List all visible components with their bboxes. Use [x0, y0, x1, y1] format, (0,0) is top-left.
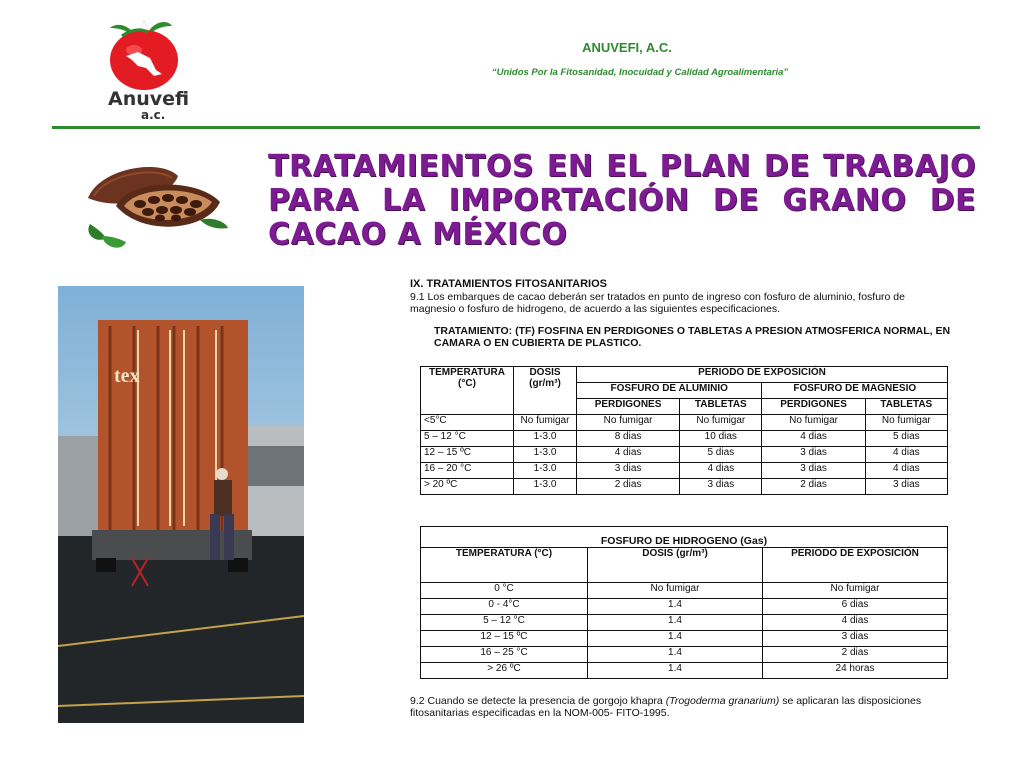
hydrogen-phosphide-table	[420, 526, 948, 679]
paragraph-9-1: 9.1 Los embarques de cacao deberán ser tratados en punto de ingreso con fosfuro de aluminio, fosfuro de magnesio o fosfuro de hidrogeno, de acuerdo a las siguientes especificaciones.	[410, 291, 905, 315]
table-cell: No fumigar	[577, 415, 680, 431]
table-cell: No fumigar	[514, 415, 577, 431]
table-row	[421, 615, 948, 631]
table-row	[421, 663, 948, 679]
table2-temp-header: TEMPERATURA (°C)	[421, 548, 588, 583]
table-row	[421, 463, 948, 479]
table1-magnesium-header: FOSFURO DE MAGNESIO	[762, 383, 948, 399]
table-cell: 5 – 12 °C	[421, 615, 588, 631]
table-cell: 4 dias	[763, 615, 948, 631]
table-cell: 2 dias	[763, 647, 948, 663]
paragraph-9-2	[410, 695, 960, 719]
organization-name: ANUVEFI, A.C.	[582, 40, 672, 55]
table1-tablets-header: TABLETAS	[680, 399, 762, 415]
table-cell: 4 dias	[865, 463, 947, 479]
table2-exposure-header: PERIODO DE EXPOSICIÓN	[763, 548, 948, 583]
table-cell: 1.4	[588, 663, 763, 679]
table-cell: 1.4	[588, 599, 763, 615]
table-cell: 4 dias	[577, 447, 680, 463]
treatment-heading: TRATAMIENTO: (TF) FOSFINA EN PERDIGONES O TABLETAS A PRESION ATMOSFERICA NORMAL, EN CAMARA O EN CUBIERTA DE PLASTICO.	[434, 325, 951, 349]
table-cell: 3 dias	[577, 463, 680, 479]
table1-aluminum-header: FOSFURO DE ALUMINIO	[577, 383, 762, 399]
table-cell: 1-3.0	[514, 479, 577, 495]
organization-slogan	[0, 67, 1024, 78]
table-cell: 5 – 12 °C	[421, 431, 514, 447]
species-name: (Trogoderma granarium)	[665, 694, 780, 707]
logo-wordmark: Anuvefi	[108, 88, 190, 110]
table-cell: 5 dias	[865, 431, 947, 447]
table-cell: 3 dias	[762, 447, 865, 463]
table-cell: > 26 ºC	[421, 663, 588, 679]
table-cell: 0 °C	[421, 583, 588, 599]
table-cell: 16 – 25 °C	[421, 647, 588, 663]
table-row	[421, 631, 948, 647]
table-cell: 10 dias	[680, 431, 762, 447]
table-cell: 16 – 20 °C	[421, 463, 514, 479]
table-row	[421, 431, 948, 447]
table-cell: 24 horas	[763, 663, 948, 679]
table-cell: 4 dias	[680, 463, 762, 479]
table-row	[421, 583, 948, 599]
table2-banner: FOSFURO DE HIDROGENO (Gas)	[421, 527, 948, 548]
table-cell: No fumigar	[762, 415, 865, 431]
table-row	[421, 647, 948, 663]
table-row	[421, 447, 948, 463]
table-cell: 1.4	[588, 647, 763, 663]
phosphide-table	[420, 366, 948, 495]
table-cell: 1-3.0	[514, 463, 577, 479]
table-cell: 4 dias	[865, 447, 947, 463]
table-row	[421, 479, 948, 495]
table-cell: No fumigar	[865, 415, 947, 431]
table-cell: 3 dias	[680, 479, 762, 495]
table-cell: > 20 ºC	[421, 479, 514, 495]
table-cell: 8 dias	[577, 431, 680, 447]
table-cell: 5 dias	[680, 447, 762, 463]
table-cell: <5°C	[421, 415, 514, 431]
logo-subtitle: a.c.	[141, 108, 166, 122]
slogan-text: “Unidos Por la Fitosanidad, Inocuidad y Calidad Agroalimentaria”	[491, 67, 789, 78]
table-cell: No fumigar	[680, 415, 762, 431]
table1-tablets-header: TABLETAS	[865, 399, 947, 415]
table-cell: 12 – 15 ºC	[421, 631, 588, 647]
regulation-document	[410, 278, 970, 719]
table-cell: 0 - 4°C	[421, 599, 588, 615]
page-title: TRATAMIENTOS EN EL PLAN DE TRABAJO PARA LA IMPORTACIÓN DE GRANO DE CACAO A MÉXICO	[268, 149, 976, 252]
table1-pellets-header: PERDIGONES	[577, 399, 680, 415]
table-cell: 3 dias	[763, 631, 948, 647]
table1-dose-header: DOSIS (gr/m³)	[514, 367, 577, 415]
table-cell: 1-3.0	[514, 431, 577, 447]
table-cell: 3 dias	[865, 479, 947, 495]
table-cell: 3 dias	[762, 463, 865, 479]
paragraph-9-2-text-a: 9.2 Cuando se detecte la presencia de gorgojo khapra	[410, 694, 666, 707]
table-row	[421, 415, 948, 431]
cacao-pod-image	[80, 158, 232, 252]
table-cell: No fumigar	[763, 583, 948, 599]
table1-pellets-header: PERDIGONES	[762, 399, 865, 415]
table2-dose-header: DOSIS (gr/m³)	[588, 548, 763, 583]
container-brand-text: tex	[114, 365, 140, 387]
table-cell: 4 dias	[762, 431, 865, 447]
table1-temp-header: TEMPERATURA (°C)	[421, 367, 514, 415]
table-cell: 2 dias	[577, 479, 680, 495]
table-cell: 12 – 15 ºC	[421, 447, 514, 463]
paragraph-9-2-text-b: se aplicaran las disposiciones fitosanitarias especificadas en la NOM-005- FITO-1995.	[410, 694, 922, 719]
table-cell: No fumigar	[588, 583, 763, 599]
table-cell: 1.4	[588, 615, 763, 631]
table-cell: 1-3.0	[514, 447, 577, 463]
table-cell: 1.4	[588, 631, 763, 647]
table-row	[421, 599, 948, 615]
table1-exposure-header: PERIODO DE EXPOSICIÓN	[577, 367, 948, 383]
section-heading: IX. TRATAMIENTOS FITOSANITARIOS	[410, 278, 607, 290]
table-cell: 2 dias	[762, 479, 865, 495]
container-photo	[58, 286, 304, 723]
header-divider	[52, 126, 980, 129]
table-cell: 6 dias	[763, 599, 948, 615]
